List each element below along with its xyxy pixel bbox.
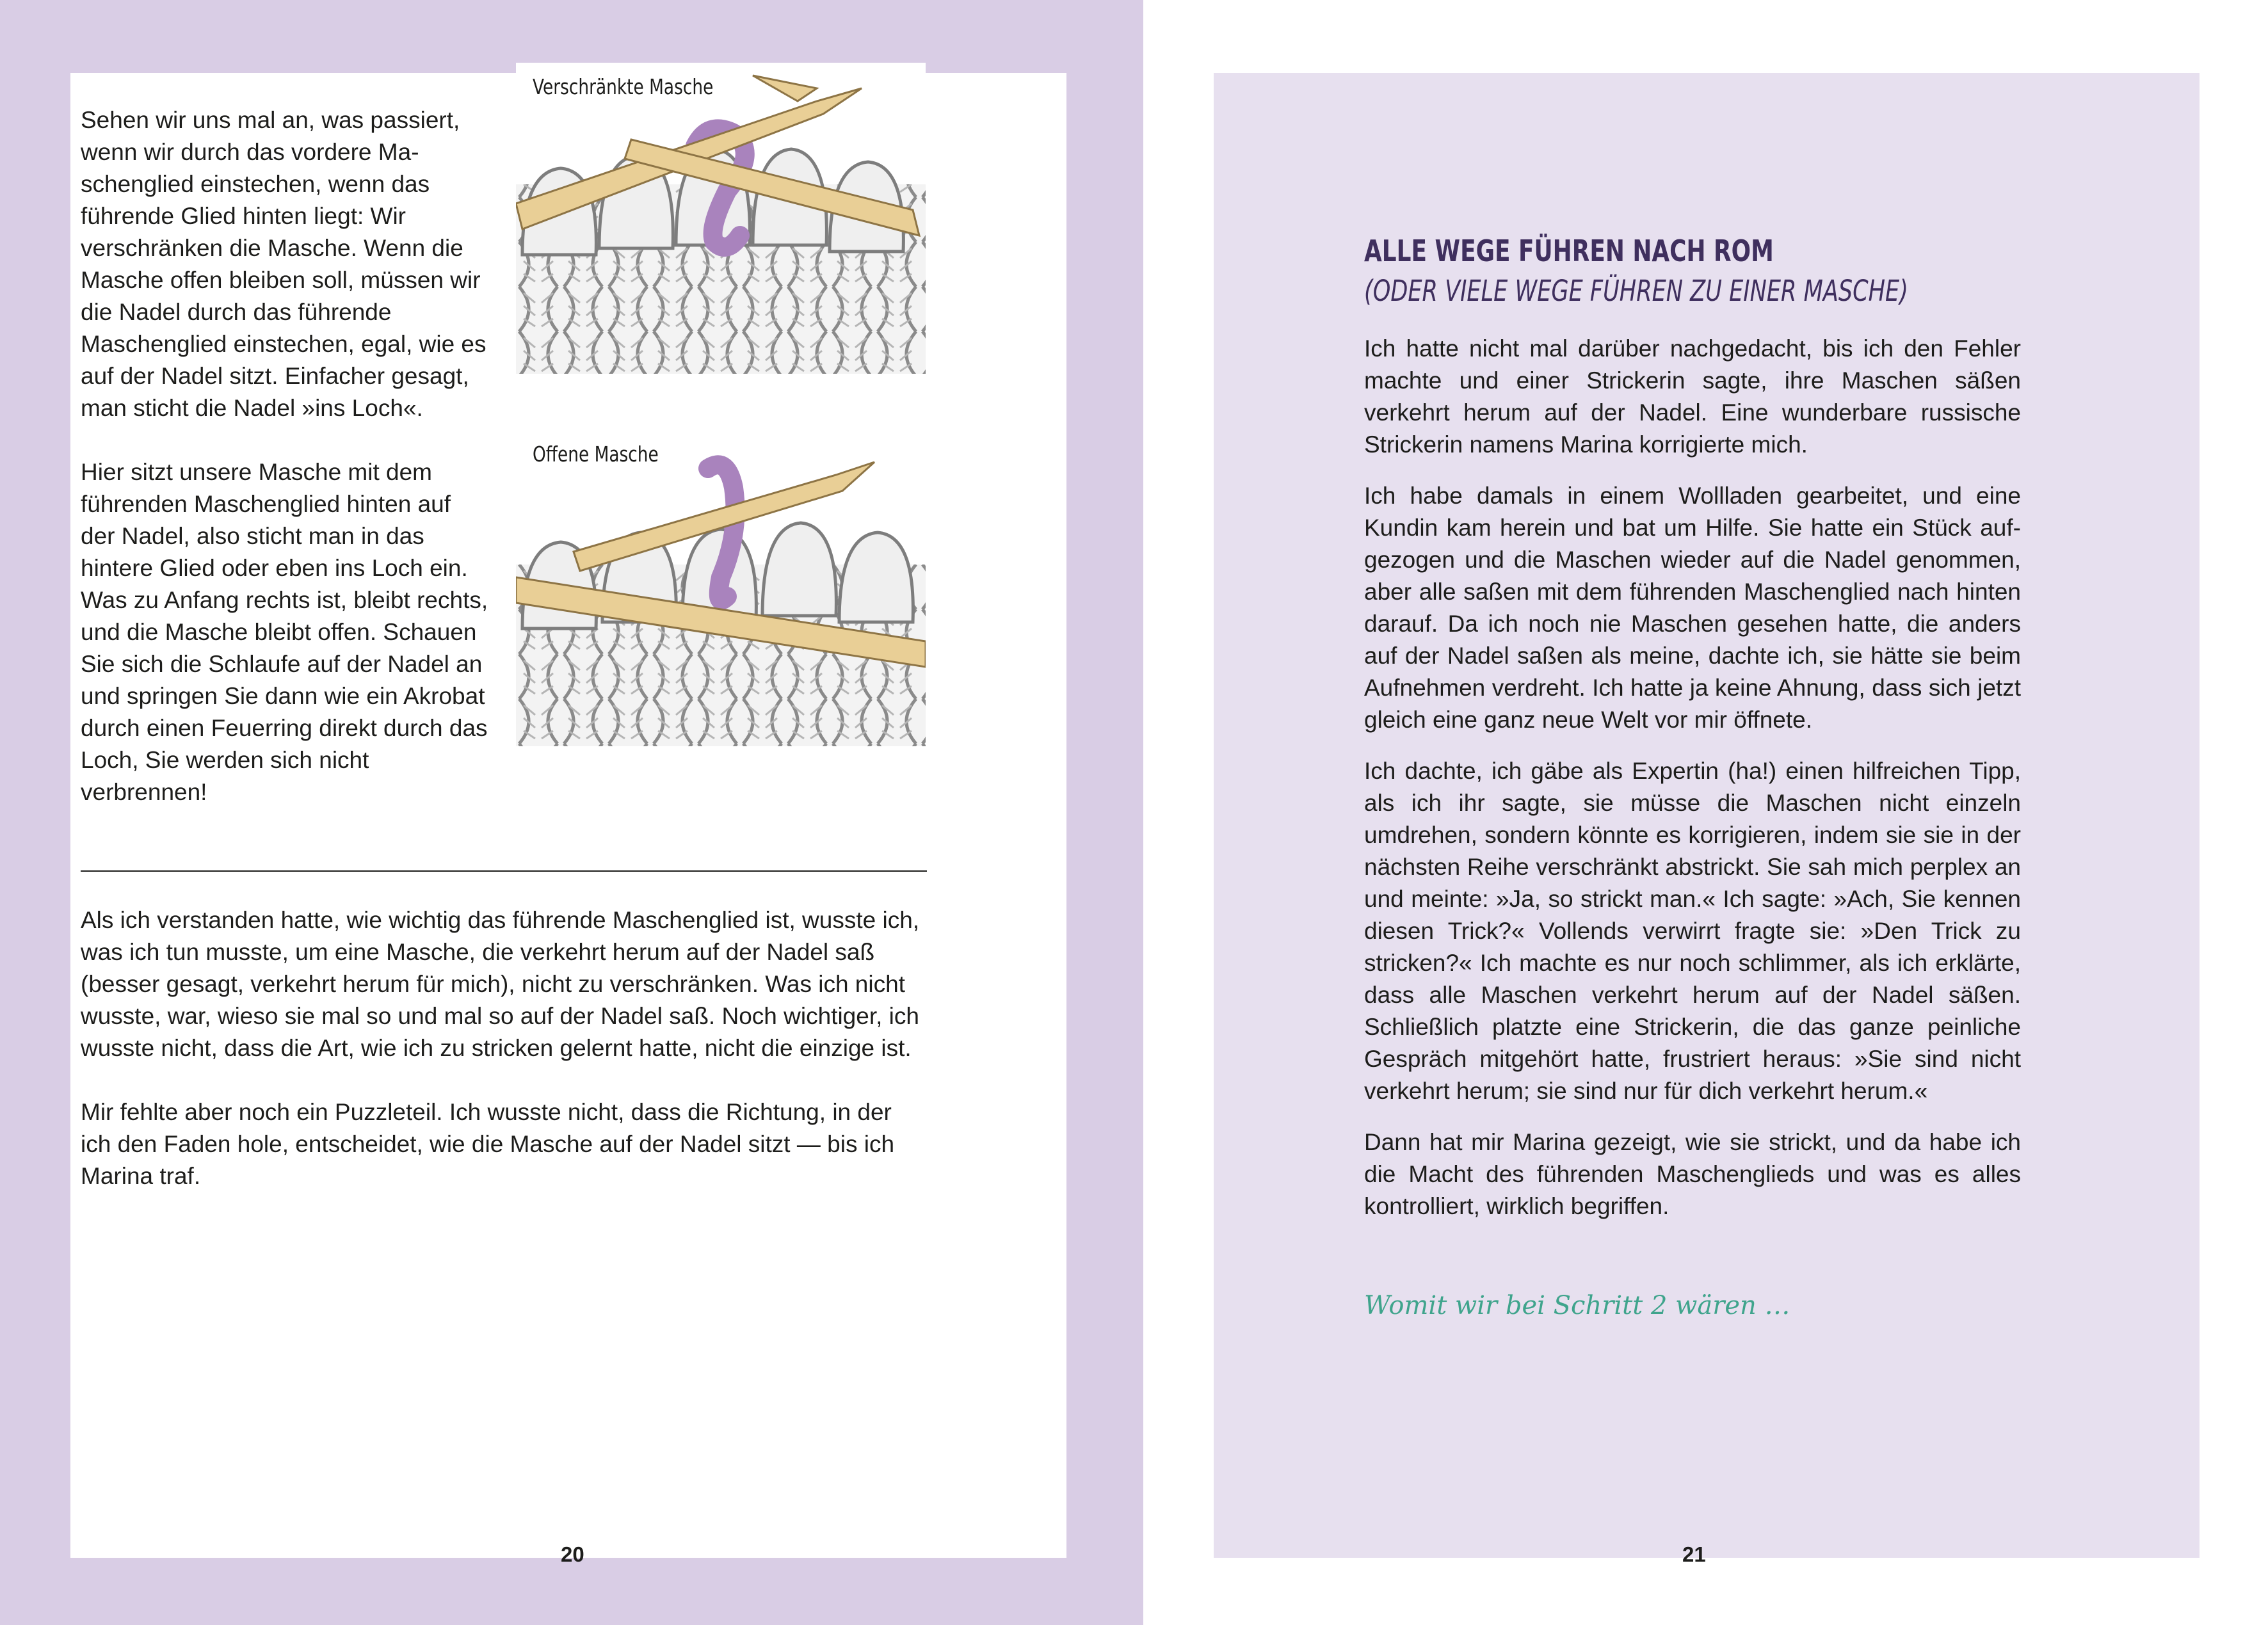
paragraph: Ich habe damals in einem Wollladen gearbeitet, und eine Kundin kam herein und bat um Hilfe. Sie hatte ein Stück aufgezogen und die Maschen wieder auf die Nadel genommen, aber alle saßen mit dem führenden Maschenglied nach hinten darauf. Da ich noch nie Maschen gesehen hatte, die anders auf der Nadel saßen als meine, dachte ich, sie hätte sie beim Aufnehmen verdreht. Ich hatte ja keine Ahnung, dass sich jetzt gleich eine ganz neue Welt vor mir öffnete. xyxy=(1364,483,2021,733)
paragraph: Dann hat mir Marina gezeigt, wie sie strickt, und da habe ich die Macht des führenden Maschenglieds und was es alles kontrolliert, wirklich begriffen. xyxy=(1364,1129,2021,1219)
section-divider xyxy=(81,870,927,872)
knitting-illustration-open xyxy=(516,430,926,746)
paragraph: Mir fehlte aber noch ein Puzzleteil. Ich wusste nicht, dass die Richtung, in der ich den Faden hole, entscheidet, wie die Masche auf der Nadel sitzt — bis ich Marina traf. xyxy=(81,1099,895,1189)
paragraph: Als ich verstanden hatte, wie wichtig das führende Maschenglied ist, wusste ich, was ich tun musste, um eine Masche, die verkehrt herum auf der Nadel saß (besser gesagt, verkehrt herum für mich), nicht zu verschränken. Was ich nicht wusste, war, wieso sie mal so und mal so auf der Nadel saß. Noch wichtiger, ich wusste nicht, dass die Art, wie ich zu stricken gelernt hatte, nicht die einzige ist. xyxy=(81,907,920,1061)
left-wide-text xyxy=(81,904,927,1224)
section-subheading: (ODER VIELE WEGE FÜHREN ZU EINER MASCHE) xyxy=(1364,274,1908,308)
right-body-text xyxy=(1364,333,2021,1242)
closing-line: Womit wir bei Schritt 2 wären … xyxy=(1364,1291,1790,1320)
paragraph: Ich hatte nicht mal darüber nachgedacht, bis ich den Fehler machte und einer Strickerin sagte, ihre Maschen säßen verkehrt herum auf der Nadel. Eine wunderbare russische Strickerin namens Marina korrigierte mich. xyxy=(1364,335,2021,458)
page-number-right: 21 xyxy=(1682,1542,1706,1566)
figure-twisted-stitch xyxy=(516,63,926,374)
figure-label: Verschränkte Masche xyxy=(533,74,714,99)
paragraph: Sehen wir uns mal an, was passiert, wenn wir durch das vordere Maschenglied einstechen, wenn das führende Glied hinten liegt: Wir verschränken die Masche. Wenn die Masche offen bleiben soll, müssen wir die Nadel durch das führende Maschenglied einstechen, egal, wie es auf der Nadel sitzt. Einfacher gesagt, man sticht die Nadel »ins Loch«. xyxy=(81,107,487,421)
left-column-text xyxy=(81,104,490,840)
section-heading: ALLE WEGE FÜHREN NACH ROM xyxy=(1364,234,1774,268)
figure-label: Offene Masche xyxy=(533,442,659,467)
paragraph: Hier sitzt unsere Masche mit dem führenden Maschenglied hinten auf der Nadel, also sticht man in das hintere Glied oder eben ins Loch ein. Was zu Anfang rechts ist, bleibt rechts, und die Masche bleibt offen. Schauen Sie sich die Schlaufe auf der Nadel an und springen Sie dann wie ein Akrobat durch einen Feuerring direkt durch das Loch, Sie werden sich nicht verbrennen! xyxy=(81,459,488,805)
figure-open-stitch xyxy=(516,430,926,746)
knitting-illustration-twisted xyxy=(516,63,926,374)
paragraph: Ich dachte, ich gäbe als Expertin (ha!) einen hilfreichen Tipp, als ich ihr sagte, sie müsse die Maschen nicht einzeln umdrehen, sondern könnte es korrigieren, indem sie sie in der nächsten Reihe verschränkt abstrickt. Sie sah mich perplex an und meinte: »Ja, so strickt man.« Ich sagte: »Ach, Sie kennen diesen Trick?« Vollends verwirrt fragte sie: »Den Trick zu stricken?« Ich machte es nur noch schlimmer, als ich erklärte, dass alle Maschen verkehrt herum auf der Nadel säßen. Schließlich platzte eine Strickerin, die das ganze peinliche Gespräch mitgehört hatte, frustriert heraus: »Sie sind nicht verkehrt herum; sie sind nur für dich verkehrt herum.« xyxy=(1364,758,2021,1104)
page-number-left: 20 xyxy=(561,1542,584,1566)
